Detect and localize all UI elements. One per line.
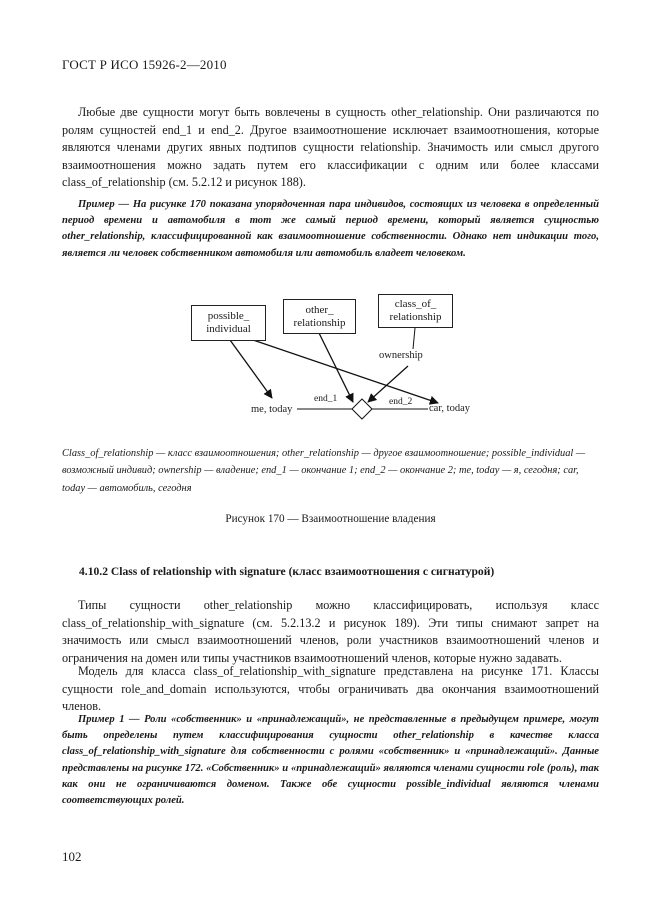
relationship-diamond: [352, 399, 372, 419]
label-car-today: car, today: [429, 403, 470, 414]
box-other-relationship-label: other_ relationship: [293, 303, 346, 329]
line-class-of-relationship-to-ownership: [413, 328, 415, 349]
paragraph-other-relationship: Любые две сущности могут быть вовлечены в сущность other_relationship. Они различаются по ролям сущностей end_1 и end_2. Другое взаимоотношение исключает взаимоотношения, которые являются членами других явных подтипов сущности relationship. Значимость или смысл другого взаимоотношения можно задать путем его классификации с одним или более классами class_of_relationship (см. 5.2.12 и рисунок 188).: [62, 105, 599, 190]
arrow-possible-individual-to-me: [230, 340, 272, 398]
label-me-today: me, today: [251, 404, 293, 415]
label-ownership: ownership: [379, 350, 423, 361]
section-heading: 4.10.2 Class of relationship with signature (класс взаимоотношения с сигнатурой): [79, 565, 495, 578]
paragraph-model: Модель для класса class_of_relationship_with_signature представлена на рисунке 171. Классы сущности role_and_domain используются, чтобы ограничивать два окончания взаимоотношений членов.: [62, 664, 599, 714]
document-header: ГОСТ Р ИСО 15926-2—2010: [62, 57, 227, 72]
figure-caption: Рисунок 170 — Взаимоотношение владения: [225, 513, 436, 525]
box-class-of-relationship: [378, 294, 453, 328]
box-possible-individual: [191, 305, 266, 341]
box-class-of-relationship-label: class_of_ relationship: [389, 298, 442, 323]
label-end-2: end_2: [389, 397, 413, 407]
example-roles: Пример 1 — Роли «собственник» и «принадлежащий», не представленные в предыдущем примере, могут быть определены путем классифицирования сущности other_relationship в качестве класса class_of_relationship_with_signature для собственности с ролями «собственник» и «принадлежащий». Данные представлены на рисунке 172. «Собственник» и «принадлежащий» являются членами сущности role (роль), так как они не ограничиваются доменом. Также обе сущности possible_individual являются членами соответствующих ролей.: [62, 714, 599, 807]
box-possible-individual-label: possible_ individual: [206, 310, 251, 335]
figure-legend: Class_of_relationship — класс взаимоотношения; other_relationship — другое взаимоотношение; possible_individual — возможный индивид; ownership — владение; end_1 — окончание 1; end_2 — окончание 2; me, today — я, сегодня; car, today — автомобиль, сегодня: [62, 448, 586, 494]
paragraph-classification: Типы сущности other_relationship можно классифицировать, используя класс class_of_relationship_with_signature (см. 5.2.13.2 и рисунок 189). Эти типы снимают запрет на значимость или смысл взаимоотношений членов, роли участников взаимоотношений членов и ограничения на домен или типы участников взаимоотношений членов, которые нужно задавать.: [62, 598, 599, 665]
arrow-other-relationship-to-diamond: [319, 333, 353, 402]
example-ownership: Пример — На рисунке 170 показана упорядоченная пара индивидов, состоящих из человека в определенный период времени и автомобиля в тот же самый период времени, который является сущностью other_relationship, классифицированной как взаимоотношение собственности. Однако нет индикации того, является ли человек собственником автомобиля или автомобиль владеет человеком.: [62, 199, 599, 259]
box-other-relationship: [283, 299, 356, 334]
page-number: 102: [62, 849, 82, 864]
label-end-1: end_1: [314, 394, 338, 404]
